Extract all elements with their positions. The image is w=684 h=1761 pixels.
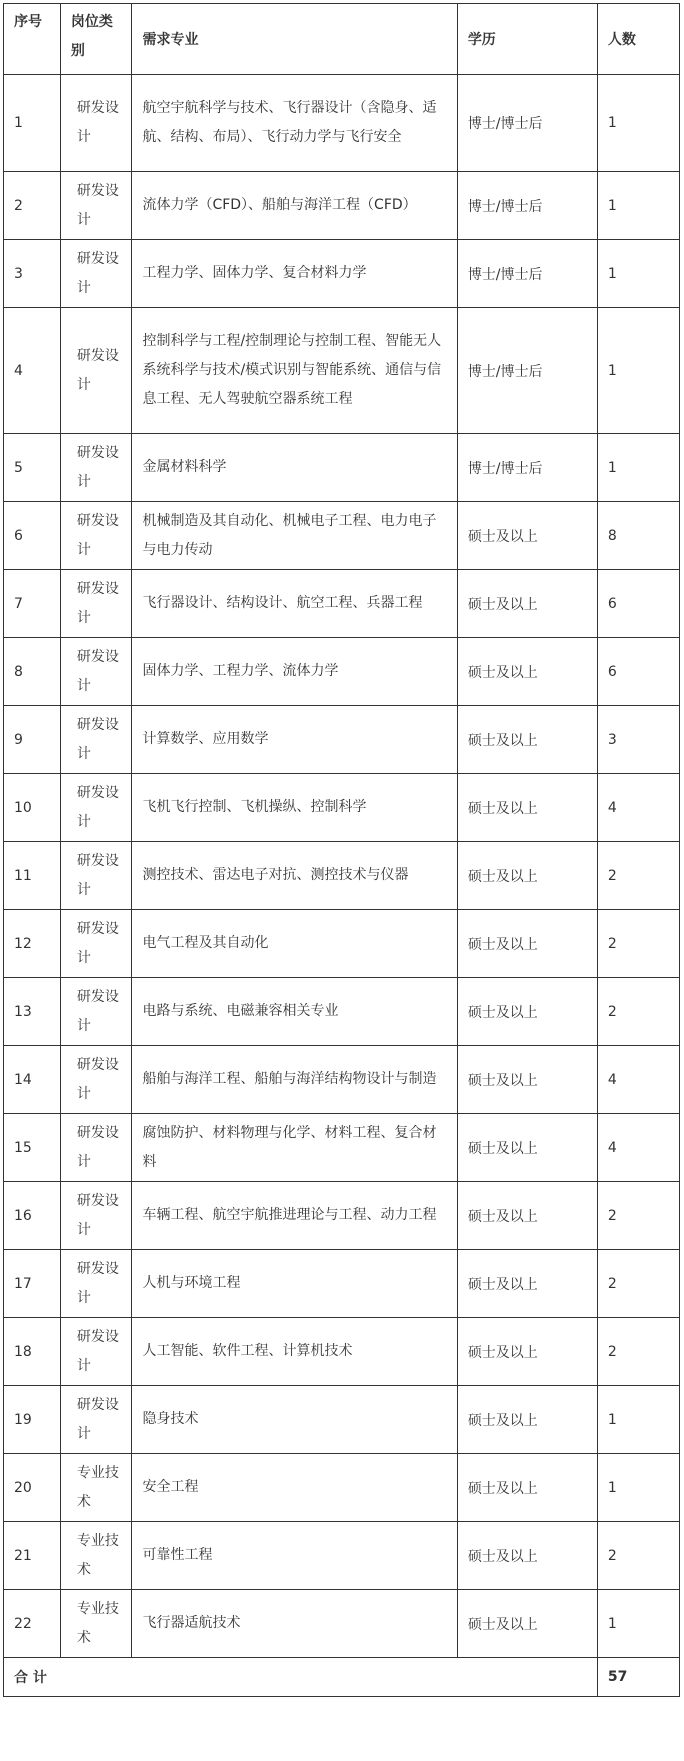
row-degree: 博士/博士后 [457,75,597,172]
row-count: 2 [597,1250,679,1318]
row-seq: 7 [4,570,61,638]
table-row [4,75,680,172]
header-seq: 序号 [4,4,61,75]
table-row [4,638,680,706]
table-row [4,240,680,308]
row-major: 人工智能、软件工程、计算机技术 [132,1318,457,1386]
row-category: 研发设计 [60,1250,132,1318]
row-degree: 硕士及以上 [457,1454,597,1522]
row-seq: 12 [4,910,61,978]
row-seq: 17 [4,1250,61,1318]
row-count: 2 [597,1318,679,1386]
row-count: 2 [597,1182,679,1250]
row-category: 研发设计 [60,308,132,434]
row-count: 4 [597,1046,679,1114]
row-major: 飞行器适航技术 [132,1590,457,1658]
row-seq: 13 [4,978,61,1046]
table-row [4,978,680,1046]
row-seq: 10 [4,774,61,842]
table-header-row [4,4,680,75]
row-category: 研发设计 [60,570,132,638]
row-category: 研发设计 [60,978,132,1046]
row-category: 专业技术 [60,1590,132,1658]
row-category: 研发设计 [60,638,132,706]
row-degree: 硕士及以上 [457,1046,597,1114]
row-seq: 2 [4,172,61,240]
row-major: 航空宇航科学与技术、飞行器设计（含隐身、适航、结构、布局）、飞行动力学与飞行安全 [132,75,457,172]
row-major: 飞机飞行控制、飞机操纵、控制科学 [132,774,457,842]
row-seq: 6 [4,502,61,570]
table-row [4,1182,680,1250]
row-seq: 9 [4,706,61,774]
table-row [4,1114,680,1182]
row-major: 电路与系统、电磁兼容相关专业 [132,978,457,1046]
row-major: 工程力学、固体力学、复合材料力学 [132,240,457,308]
table-row [4,1250,680,1318]
row-major: 流体力学（CFD）、船舶与海洋工程（CFD） [132,172,457,240]
row-seq: 15 [4,1114,61,1182]
row-major: 金属材料科学 [132,434,457,502]
row-category: 专业技术 [60,1522,132,1590]
row-degree: 博士/博士后 [457,308,597,434]
row-count: 1 [597,240,679,308]
row-major: 隐身技术 [132,1386,457,1454]
row-category: 专业技术 [60,1454,132,1522]
row-seq: 16 [4,1182,61,1250]
row-count: 4 [597,1114,679,1182]
row-major: 电气工程及其自动化 [132,910,457,978]
row-count: 6 [597,570,679,638]
row-category: 研发设计 [60,172,132,240]
row-count: 1 [597,1454,679,1522]
row-degree: 硕士及以上 [457,706,597,774]
table-row [4,172,680,240]
table-row [4,1454,680,1522]
row-seq: 18 [4,1318,61,1386]
table-row [4,1590,680,1658]
row-degree: 硕士及以上 [457,502,597,570]
row-degree: 硕士及以上 [457,1386,597,1454]
row-degree: 硕士及以上 [457,1522,597,1590]
row-degree: 博士/博士后 [457,240,597,308]
table-row [4,706,680,774]
row-count: 1 [597,434,679,502]
row-degree: 硕士及以上 [457,1590,597,1658]
table-row [4,774,680,842]
row-degree: 博士/博士后 [457,434,597,502]
row-major: 计算数学、应用数学 [132,706,457,774]
row-degree: 硕士及以上 [457,1318,597,1386]
row-count: 1 [597,308,679,434]
table-row [4,570,680,638]
total-row [4,1658,680,1697]
row-seq: 8 [4,638,61,706]
table-row [4,1386,680,1454]
row-count: 1 [597,75,679,172]
row-major: 测控技术、雷达电子对抗、测控技术与仪器 [132,842,457,910]
row-major: 飞行器设计、结构设计、航空工程、兵器工程 [132,570,457,638]
row-count: 1 [597,172,679,240]
row-major: 可靠性工程 [132,1522,457,1590]
recruitment-table [3,3,680,1697]
row-major: 人机与环境工程 [132,1250,457,1318]
row-count: 2 [597,842,679,910]
row-category: 研发设计 [60,240,132,308]
row-category: 研发设计 [60,1182,132,1250]
table-row [4,1522,680,1590]
table-row [4,434,680,502]
row-seq: 22 [4,1590,61,1658]
row-count: 2 [597,978,679,1046]
row-major: 控制科学与工程/控制理论与控制工程、智能无人系统科学与技术/模式识别与智能系统、通信与信息工程、无人驾驶航空器系统工程 [132,308,457,434]
row-major: 安全工程 [132,1454,457,1522]
table-row [4,308,680,434]
row-category: 研发设计 [60,1114,132,1182]
row-major: 车辆工程、航空宇航推进理论与工程、动力工程 [132,1182,457,1250]
table-row [4,1046,680,1114]
row-count: 3 [597,706,679,774]
header-count: 人数 [597,4,679,75]
row-degree: 博士/博士后 [457,172,597,240]
row-seq: 3 [4,240,61,308]
row-category: 研发设计 [60,842,132,910]
row-category: 研发设计 [60,774,132,842]
header-category: 岗位类别 [60,4,132,75]
row-category: 研发设计 [60,502,132,570]
row-seq: 4 [4,308,61,434]
row-count: 2 [597,1522,679,1590]
row-category: 研发设计 [60,1386,132,1454]
total-count: 57 [597,1658,679,1697]
row-degree: 硕士及以上 [457,570,597,638]
table-row [4,502,680,570]
table-row [4,1318,680,1386]
row-degree: 硕士及以上 [457,1114,597,1182]
total-label: 合 计 [4,1658,598,1697]
row-major: 固体力学、工程力学、流体力学 [132,638,457,706]
header-major: 需求专业 [132,4,457,75]
row-degree: 硕士及以上 [457,1250,597,1318]
row-count: 6 [597,638,679,706]
row-seq: 20 [4,1454,61,1522]
row-category: 研发设计 [60,706,132,774]
row-degree: 硕士及以上 [457,1182,597,1250]
row-degree: 硕士及以上 [457,842,597,910]
row-seq: 14 [4,1046,61,1114]
row-seq: 1 [4,75,61,172]
row-seq: 11 [4,842,61,910]
header-degree: 学历 [457,4,597,75]
row-count: 4 [597,774,679,842]
row-seq: 5 [4,434,61,502]
row-seq: 19 [4,1386,61,1454]
row-major: 船舶与海洋工程、船舶与海洋结构物设计与制造 [132,1046,457,1114]
row-count: 8 [597,502,679,570]
row-category: 研发设计 [60,75,132,172]
row-seq: 21 [4,1522,61,1590]
row-count: 1 [597,1386,679,1454]
row-count: 1 [597,1590,679,1658]
row-major: 腐蚀防护、材料物理与化学、材料工程、复合材料 [132,1114,457,1182]
row-degree: 硕士及以上 [457,910,597,978]
row-category: 研发设计 [60,1046,132,1114]
row-category: 研发设计 [60,1318,132,1386]
row-degree: 硕士及以上 [457,774,597,842]
row-major: 机械制造及其自动化、机械电子工程、电力电子与电力传动 [132,502,457,570]
table-row [4,910,680,978]
table-row [4,842,680,910]
row-degree: 硕士及以上 [457,978,597,1046]
row-category: 研发设计 [60,434,132,502]
row-category: 研发设计 [60,910,132,978]
row-count: 2 [597,910,679,978]
row-degree: 硕士及以上 [457,638,597,706]
